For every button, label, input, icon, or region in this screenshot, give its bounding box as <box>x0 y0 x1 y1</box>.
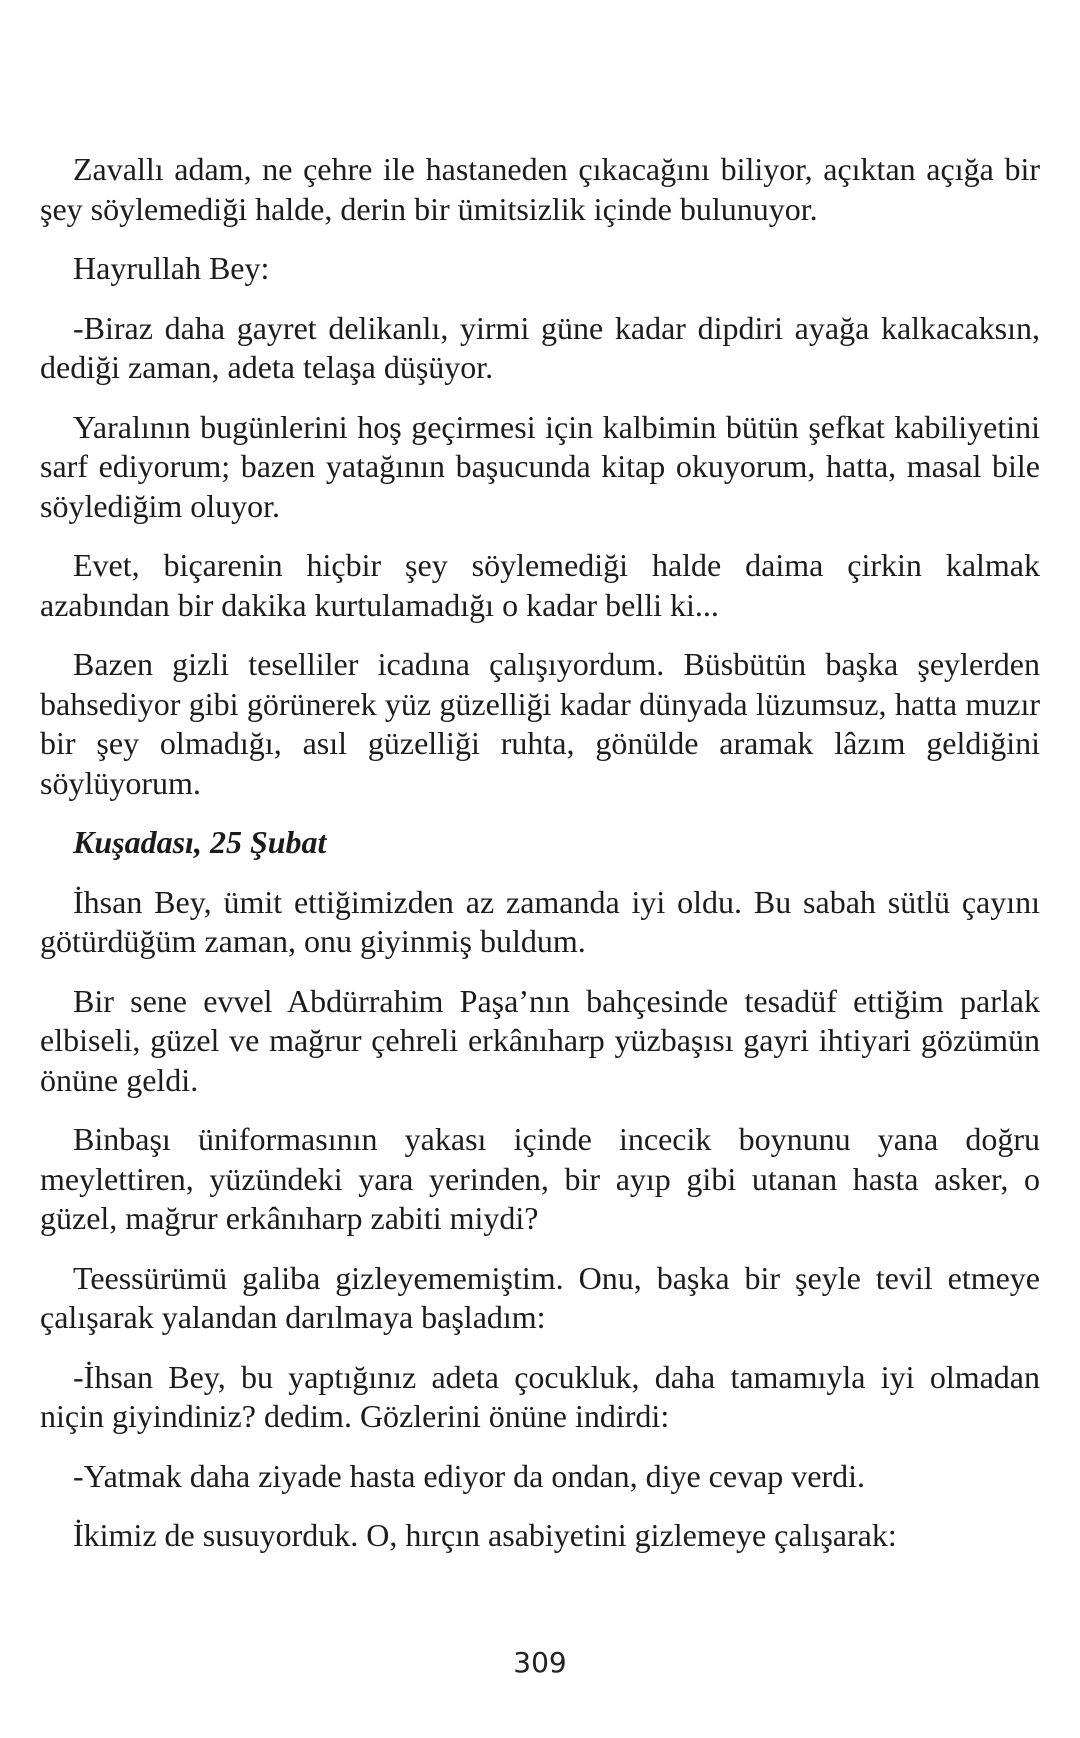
paragraph: Evet, biçarenin hiçbir şey söylemediği halde daima çirkin kalmak azabından bir dakika kurtulamadığı o kadar belli ki... <box>40 547 1040 623</box>
paragraph: Bazen gizli teselliler icadına çalışıyordum. Büsbütün başka şeylerden bahsediyor gibi görünerek yüz güzelliği kadar dünyada lüzumsuz, hatta muzır bir şey olmadığı, asıl güzelliği ruhta, gönülde aramak lâzım geldiğini söylüyorum. <box>40 646 1040 801</box>
paragraph: -İhsan Bey, bu yaptığınız adeta çocukluk, daha tamamıyla iyi olmadan niçin giyindiniz? dedim. Gözlerini önüne indirdi: <box>40 1358 1040 1434</box>
paragraph: Bir sene evvel Abdürrahim Paşa’nın bahçesinde tesadüf ettiğim parlak elbiseli, güzel ve mağrur çehreli erkânıharp yüzbaşısı gayri ihtiyari gözümün önüne geldi. <box>40 982 1040 1098</box>
paragraph: Binbaşı üniformasının yakası içinde incecik boynunu yana doğru meylettiren, yüzündeki yara yerinden, bir ayıp gibi utanan hasta asker, o güzel, mağrur erkânıharp zabiti miydi? <box>40 1121 1040 1236</box>
paragraph: -Yatmak daha ziyade hasta ediyor da ondan, diye cevap verdi. <box>73 1457 866 1494</box>
paragraph: Zavallı adam, ne çehre ile hastaneden çıkacağını biliyor, açıktan açığa bir şey söylemediği halde, derin bir ümitsizlik içinde bulunuyor. <box>40 151 1040 227</box>
paragraph: Yaralının bugünlerini hoş geçirmesi için kalbimin bütün şefkat kabiliyetini sarf ediyorum; bazen yatağının başucunda kitap okuyorum, hatta, masal bile söylediğim oluyor. <box>40 408 1040 524</box>
section-heading: Kuşadası, 25 Şubat <box>73 824 327 860</box>
book-page <box>40 150 1040 1576</box>
page-number: 309 <box>513 1646 567 1679</box>
paragraph: İkimiz de susuyorduk. O, hırçın asabiyetini gizlemeye çalışarak: <box>73 1517 897 1553</box>
paragraph: Hayrullah Bey: <box>73 250 270 286</box>
paragraph: İhsan Bey, ümit ettiğimizden az zamanda iyi oldu. Bu sabah sütlü çayını götürdüğüm zaman, onu giyinmiş buldum. <box>40 883 1040 959</box>
paragraph: Teessürümü galiba gizleyememiştim. Onu, başka bir şeyle tevil etmeye çalışarak yalandan darılmaya başladım: <box>40 1259 1040 1335</box>
paragraph: -Biraz daha gayret delikanlı, yirmi güne kadar dipdiri ayağa kalkacaksın, dediği zaman, adeta telaşa düşüyor. <box>40 309 1040 385</box>
